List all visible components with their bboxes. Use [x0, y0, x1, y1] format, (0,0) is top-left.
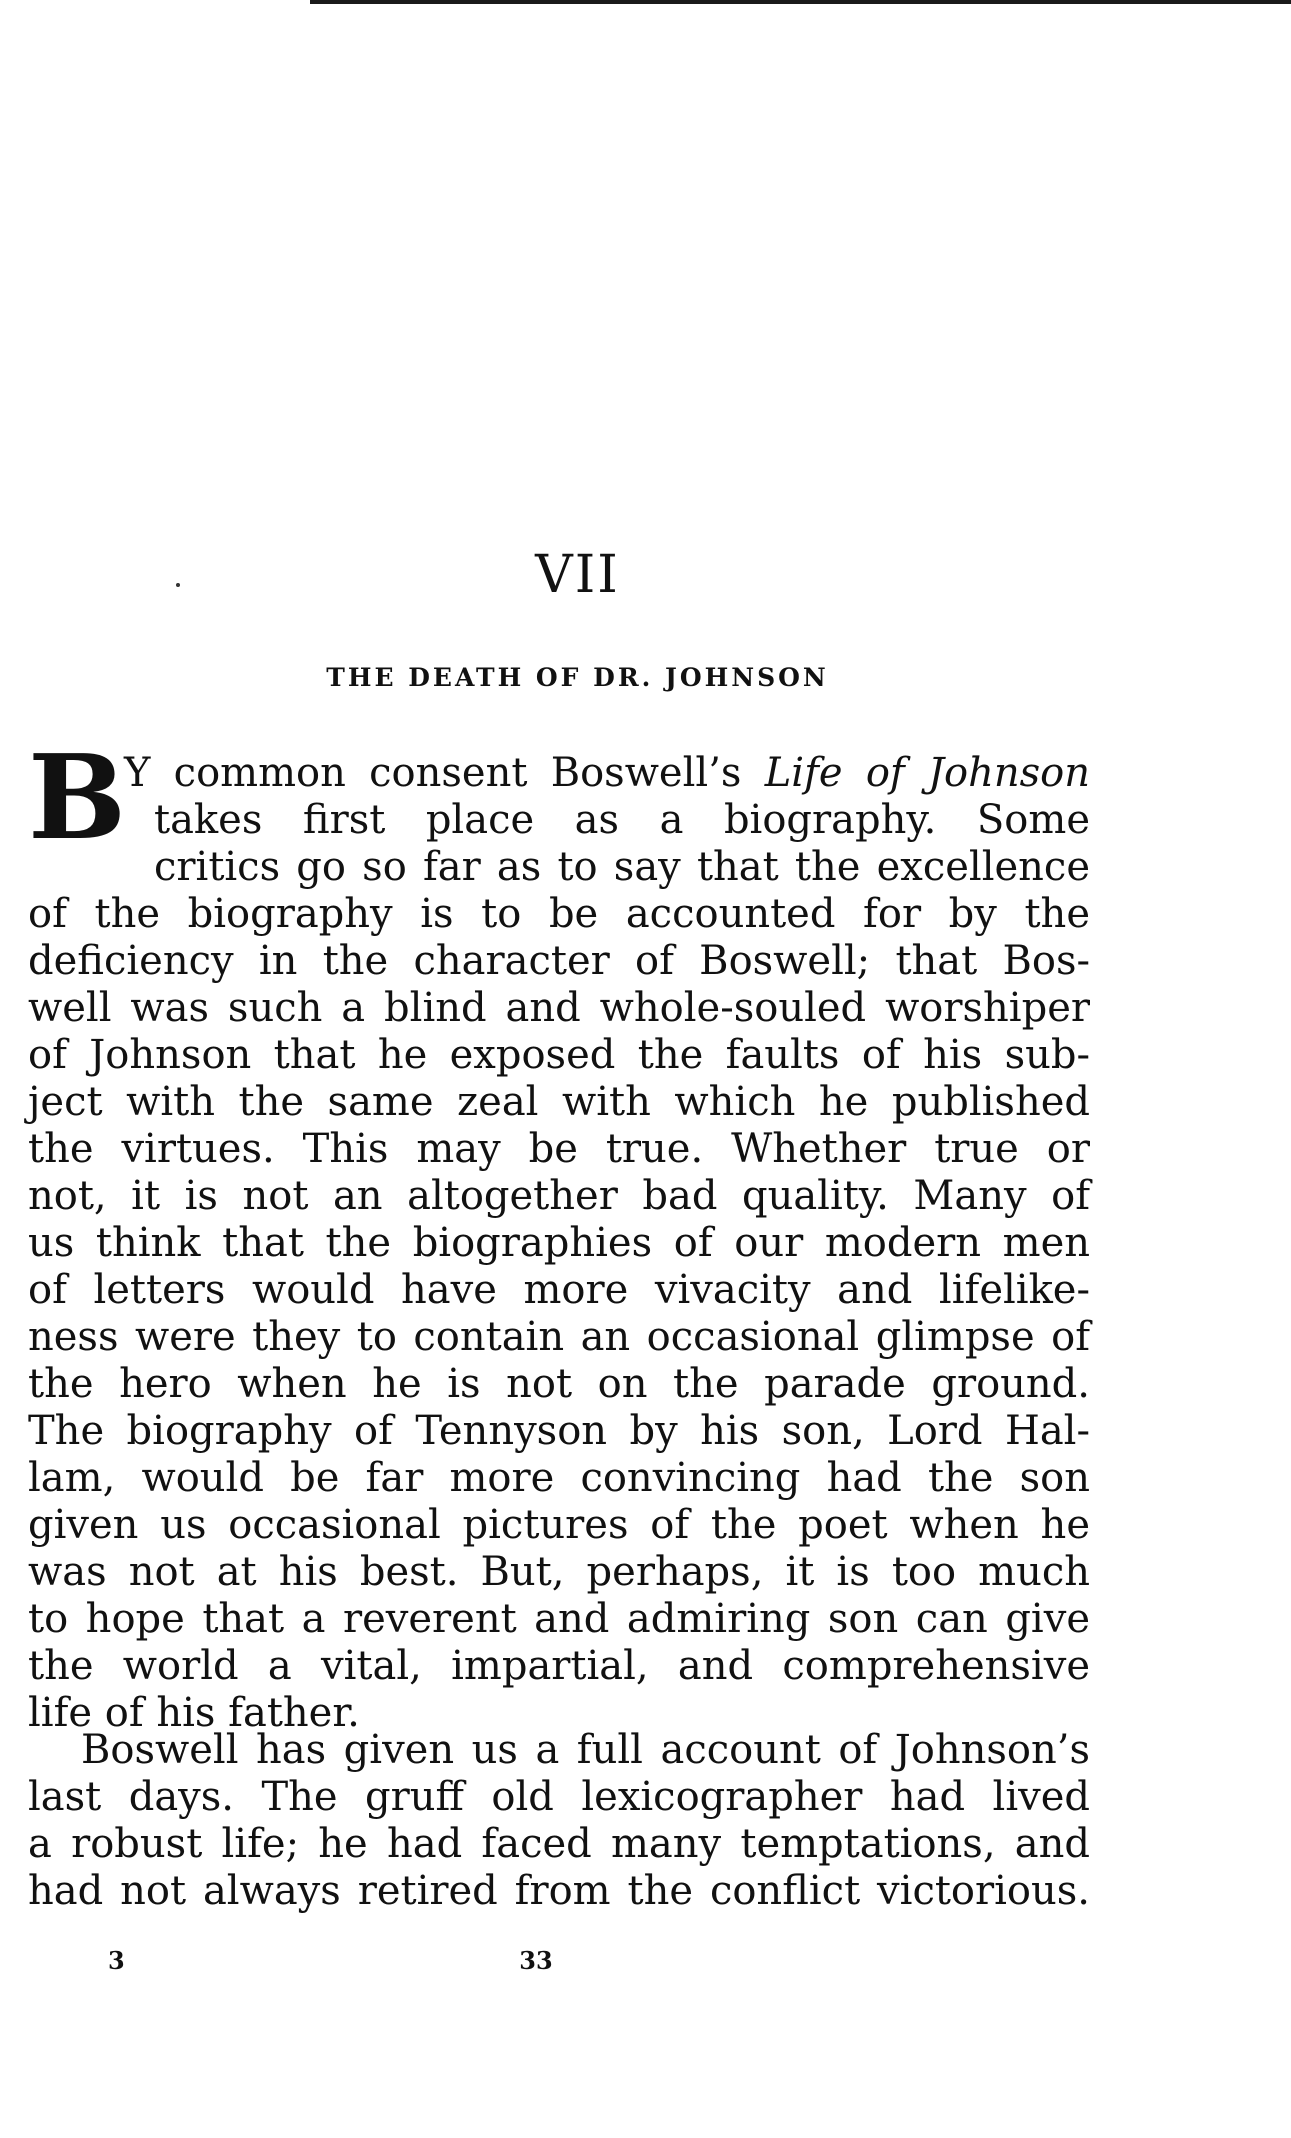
paragraph-line: the hero when he is not on the parade ground.	[28, 1361, 1090, 1407]
paragraph-line: a robust life; he had faced many temptations, and	[28, 1821, 1090, 1867]
paragraph-line: lam, would be far more convincing had the son	[28, 1455, 1090, 1501]
chapter-number: VII	[535, 545, 620, 605]
paragraph-line: of letters would have more vivacity and lifelike-	[28, 1267, 1090, 1313]
drop-cap: B	[28, 730, 127, 866]
paragraph-line: life of his father.	[28, 1690, 360, 1736]
top-rule	[310, 0, 1291, 4]
paragraph-line: ness were they to contain an occasional glimpse of	[28, 1314, 1090, 1360]
paragraph-line: of the biography is to be accounted for by the	[28, 891, 1090, 937]
paragraph-line: critics go so far as to say that the excellence	[154, 844, 1090, 890]
paragraph-line: deficiency in the character of Boswell; that Bos-	[28, 938, 1090, 984]
paragraph-line: not, it is not an altogether bad quality. Many of	[28, 1173, 1090, 1219]
paragraph-line: well was such a blind and whole-souled worshiper	[28, 985, 1090, 1031]
paragraph-line: takes first place as a biography. Some	[154, 797, 1090, 843]
paragraph-line: was not at his best. But, perhaps, it is too much	[28, 1549, 1090, 1595]
paragraph-line: ject with the same zeal with which he published	[28, 1079, 1090, 1125]
signature-mark: 3	[108, 1946, 125, 1975]
paragraph-line: The biography of Tennyson by his son, Lord Hal-	[28, 1408, 1090, 1454]
paragraph-line: Boswell has given us a full account of Johnson’s	[81, 1727, 1090, 1773]
book-title-italic: Life of Johnson	[764, 750, 1090, 796]
paragraph-line: of Johnson that he exposed the faults of his sub-	[28, 1032, 1090, 1078]
paragraph-1	[28, 730, 1090, 1737]
chapter-title: THE DEATH OF DR. JOHNSON	[326, 663, 829, 692]
line-1-text: Y common consent Boswell’s	[124, 750, 765, 796]
paragraph-line: to hope that a reverent and admiring son can give	[28, 1596, 1090, 1642]
paragraph-line: had not always retired from the conflict victorious.	[28, 1868, 1090, 1914]
paragraph-line	[124, 750, 1090, 797]
page-number: 33	[519, 1946, 553, 1975]
paragraph-line: the world a vital, impartial, and comprehensive	[28, 1643, 1090, 1689]
paragraph-line: us think that the biographies of our modern men	[28, 1220, 1090, 1266]
paragraph-line: given us occasional pictures of the poet when he	[28, 1502, 1090, 1548]
paragraph-2	[28, 1727, 1090, 1915]
paragraph-line: last days. The gruff old lexicographer had lived	[28, 1774, 1090, 1820]
paragraph-line: the virtues. This may be true. Whether true or	[28, 1126, 1090, 1172]
